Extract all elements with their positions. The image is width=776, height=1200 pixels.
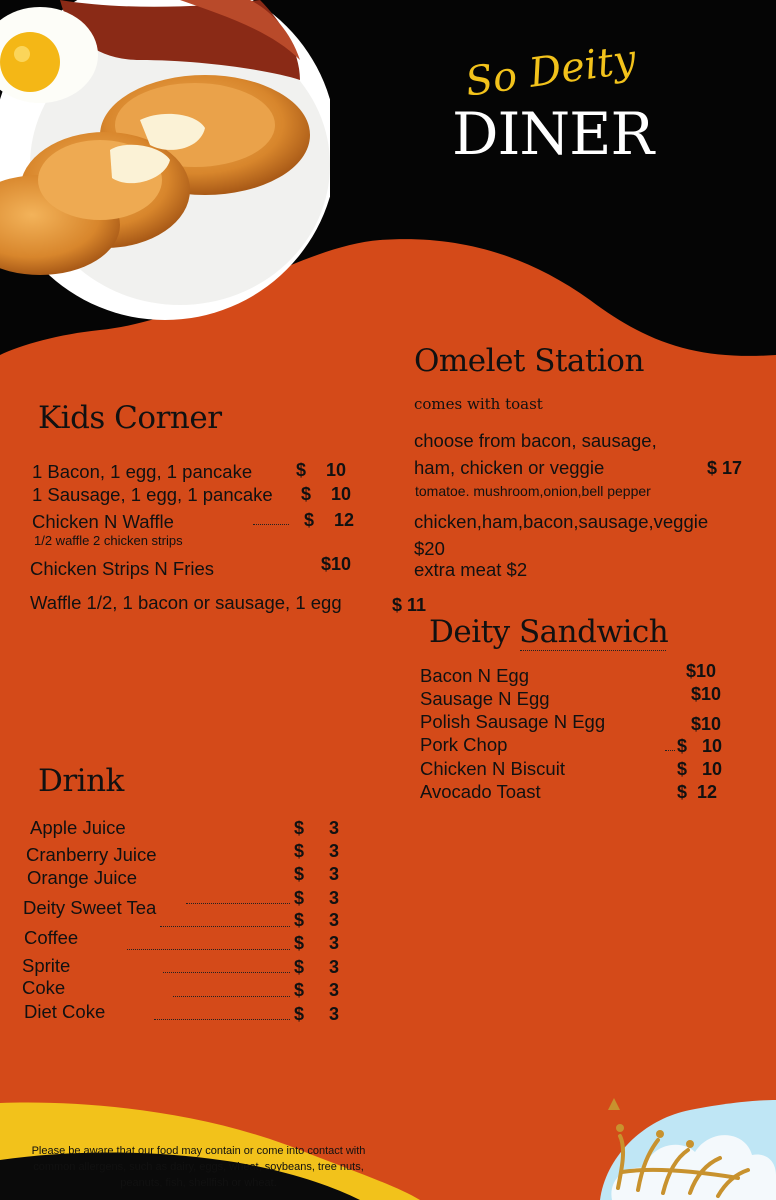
- omelet-subtitle: comes with toast: [414, 395, 543, 413]
- sandwich-item-2: Sausage N Egg: [420, 688, 550, 709]
- kids-item-2: 1 Sausage, 1 egg, 1 pancake: [32, 484, 273, 505]
- kids-corner-title: Kids Corner: [38, 400, 222, 436]
- drink-item-9: Diet Coke: [24, 1001, 106, 1022]
- kids-price-3: $ 12: [304, 510, 355, 530]
- dotted-leader: [163, 972, 290, 973]
- drink-price-8: $ 3: [294, 980, 340, 1000]
- kids-item-1: 1 Bacon, 1 egg, 1 pancake: [32, 461, 253, 482]
- kids-price-4: $10: [321, 554, 352, 574]
- drink-price-2: $ 3: [294, 841, 340, 861]
- drink-item-3: Orange Juice: [27, 867, 138, 888]
- drink-price-5: $ 3: [294, 910, 340, 930]
- kids-item-5: Waffle 1/2, 1 bacon or sausage, 1 egg: [30, 592, 342, 613]
- drink-item-6: Coffee: [24, 927, 79, 948]
- omelet-price-2: $20: [414, 538, 445, 559]
- sandwich-item-5: Chicken N Biscuit: [420, 758, 565, 779]
- sandwich-price-4: $ 10: [677, 736, 723, 756]
- drink-item-4: Deity Sweet Tea: [23, 897, 157, 918]
- brand-title: DINER: [452, 100, 654, 168]
- sandwich-item-3: Polish Sausage N Egg: [420, 711, 606, 732]
- drink-price-7: $ 3: [294, 957, 340, 977]
- omelet-note: tomatoe. mushroom,onion,bell pepper: [415, 483, 651, 499]
- kids-price-5: $ 11: [392, 595, 427, 615]
- kids-price-2: $ 10: [301, 484, 352, 504]
- sandwich-item-4: Pork Chop: [420, 734, 508, 755]
- drink-price-3: $ 3: [294, 864, 340, 884]
- dotted-leader: [173, 996, 290, 997]
- omelet-line-1: choose from bacon, sausage,: [414, 430, 657, 451]
- deity-sandwich-title: Deity Sandwich: [429, 614, 669, 650]
- drink-price-4: $ 3: [294, 888, 340, 908]
- drink-title: Drink: [38, 763, 124, 799]
- omelet-line-2: ham, chicken or veggie: [414, 457, 605, 478]
- sandwich-item-1: Bacon N Egg: [420, 665, 530, 686]
- sandwich-price-2: $10: [691, 684, 722, 704]
- omelet-extra-meat: extra meat $2: [414, 559, 528, 580]
- sandwich-item-6: Avocado Toast: [420, 781, 541, 802]
- sandwich-price-3: $10: [691, 714, 722, 734]
- drink-item-1: Apple Juice: [30, 817, 126, 838]
- dotted-leader: [520, 650, 666, 651]
- dotted-leader: [160, 926, 290, 927]
- brand-script-logo: So Deity: [462, 36, 639, 106]
- dotted-leader: [154, 1019, 290, 1020]
- omelet-station-title: Omelet Station: [414, 343, 644, 379]
- drink-price-9: $ 3: [294, 1004, 340, 1024]
- drink-item-8: Coke: [22, 977, 66, 998]
- kids-price-1: $ 10: [296, 460, 347, 480]
- sandwich-price-1: $10: [686, 661, 717, 681]
- allergen-notice: Please be aware that our food may contain or come into contact with common allergens, such as dairy, eggs, wheat, soybeans, tree nuts, peanuts, fish, shellfish or wheat.: [31, 1145, 366, 1189]
- drink-item-2: Cranberry Juice: [26, 844, 157, 865]
- drink-price-6: $ 3: [294, 933, 340, 953]
- crown-logo: [608, 1098, 758, 1200]
- drink-item-7: Sprite: [22, 955, 71, 976]
- kids-item-4: Chicken Strips N Fries: [30, 558, 215, 579]
- dotted-leader: [253, 524, 289, 525]
- omelet-price-1: $ 17: [707, 458, 743, 478]
- sandwich-price-6: $ 12: [677, 782, 718, 802]
- omelet-line-3: chicken,ham,bacon,sausage,veggie: [414, 511, 709, 532]
- dotted-leader: [127, 949, 290, 950]
- drink-price-1: $ 3: [294, 818, 340, 838]
- kids-item-3-note: 1/2 waffle 2 chicken strips: [34, 533, 183, 548]
- kids-item-3: Chicken N Waffle: [32, 511, 174, 532]
- dotted-leader: [665, 750, 675, 751]
- sandwich-price-5: $ 10: [677, 759, 723, 779]
- dotted-leader: [186, 903, 290, 904]
- pancake-plate-image: [0, 0, 330, 320]
